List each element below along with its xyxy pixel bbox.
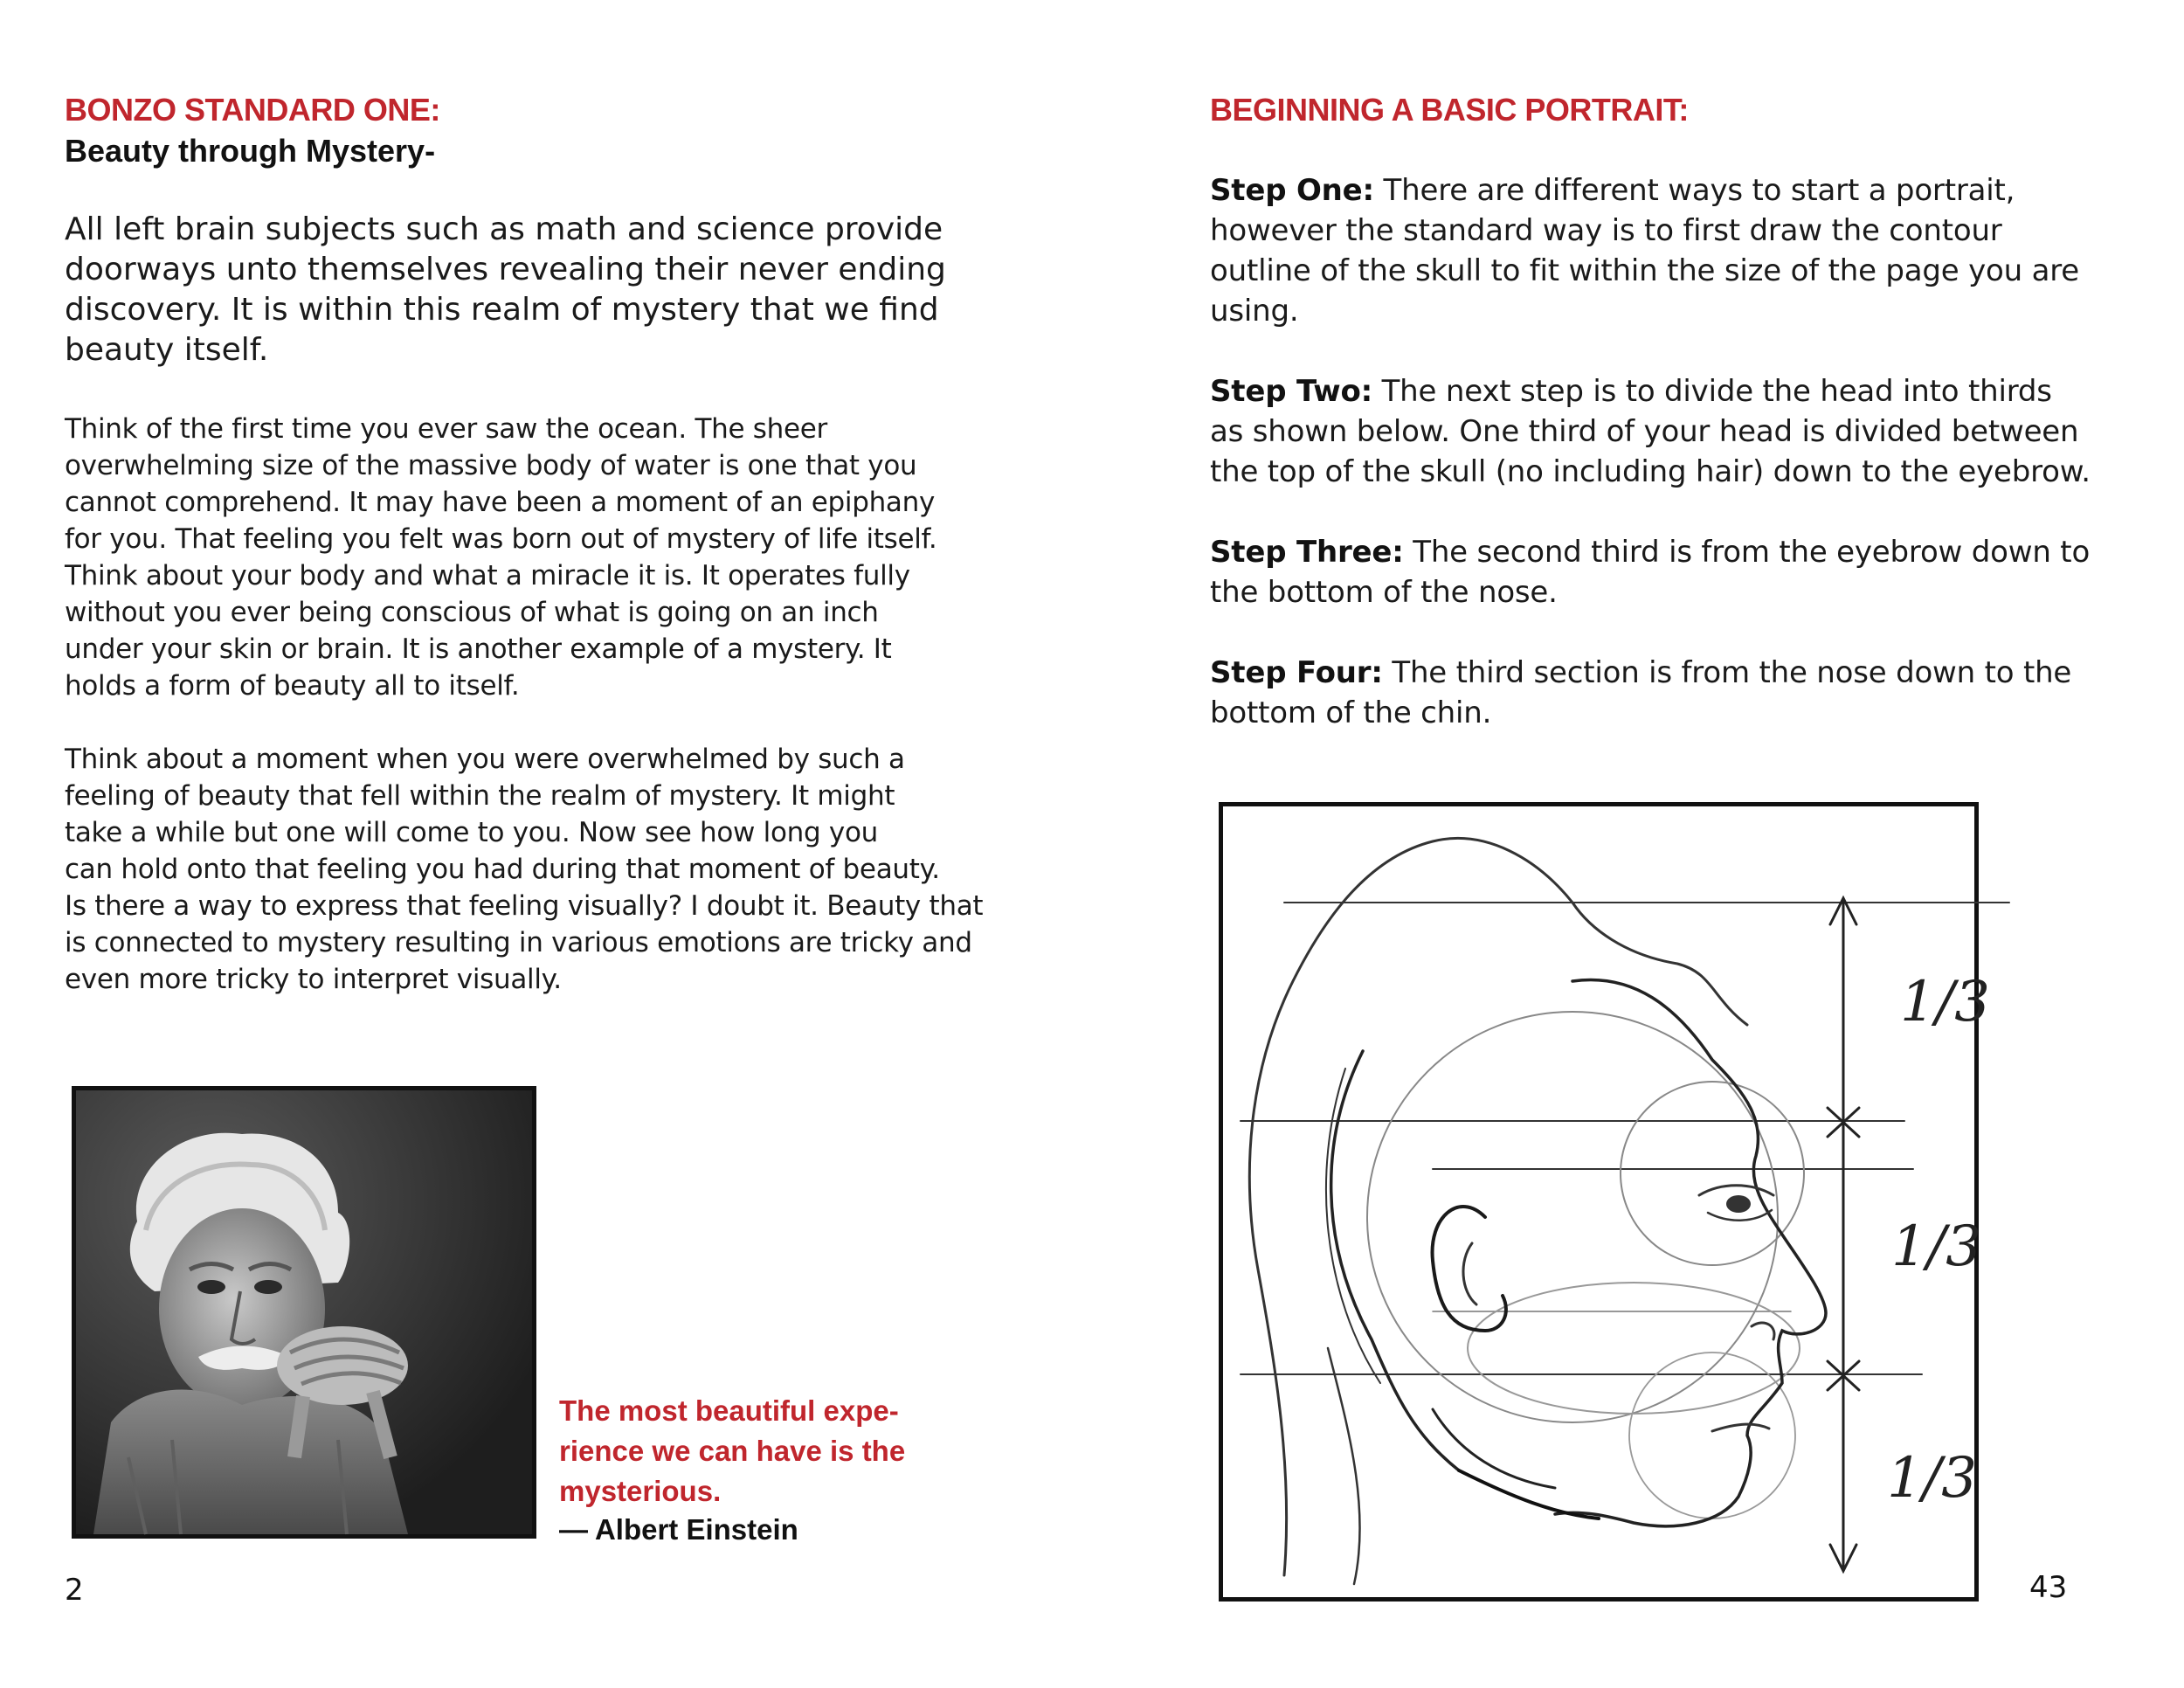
step-label: Step Four: — [1210, 655, 1383, 690]
text-line: the top of the skull (no including hair) down to the eyebrow. — [1210, 454, 2091, 489]
step-one — [1210, 170, 2079, 331]
text-line: bottom of the chin. — [1210, 695, 1492, 730]
text-line: holds a form of beauty all to itself. — [65, 670, 520, 702]
step-label: Step Three: — [1210, 535, 1404, 570]
paragraph-moment — [65, 741, 983, 998]
section-subtitle: Beauty through Mystery- — [65, 133, 436, 169]
text-line: as shown below. One third of your head is divided between — [1210, 414, 2079, 449]
text-line: The third section is from the nose down to the — [1382, 655, 2072, 690]
text-line: without you ever being conscious of what is going on an inch — [65, 597, 879, 628]
text-line: doorways unto themselves revealing their never ending — [65, 252, 946, 287]
text-line: overwhelming size of the massive body of water is one that you — [65, 450, 917, 481]
paragraph-ocean — [65, 411, 936, 704]
quote-line: The most beautiful expe- — [559, 1394, 899, 1427]
page-number-right: 43 — [2029, 1570, 2068, 1605]
text-line: for you. That feeling you felt was born out of mystery of life itself. — [65, 523, 937, 555]
einstein-photo — [72, 1086, 536, 1539]
section-title: BONZO STANDARD ONE: — [65, 92, 440, 128]
step-four — [1210, 653, 2071, 733]
text-line: outline of the skull to fit within the size of the page you are — [1210, 253, 2079, 288]
text-line: take a while but one will come to you. Now see how long you — [65, 817, 878, 848]
text-line: however the standard way is to first draw the contour — [1210, 213, 2002, 248]
lead-paragraph — [65, 210, 946, 370]
sketch-drawing — [1223, 806, 1990, 1597]
third-label-middle: 1/3 — [1891, 1214, 1981, 1279]
text-line: Is there a way to express that feeling visually? I doubt it. Beauty that — [65, 890, 984, 922]
text-line: The next step is to divide the head into thirds — [1372, 374, 2052, 409]
quote-author: — Albert Einstein — [559, 1513, 798, 1546]
text-line: Think about a moment when you were overwhelmed by such a — [65, 744, 905, 775]
step-label: Step Two: — [1210, 374, 1372, 409]
text-line: feeling of beauty that fell within the realm of mystery. It might — [65, 780, 895, 812]
text-line: All left brain subjects such as math and science provide — [65, 211, 943, 247]
step-label: Step One: — [1210, 173, 1374, 208]
quote-line: mysterious. — [559, 1475, 722, 1507]
portrait-illustration — [76, 1090, 532, 1534]
head-proportion-sketch — [1219, 802, 1990, 1602]
text-line: There are different ways to start a portrait, — [1373, 173, 2015, 208]
text-line: under your skin or brain. It is another example of a mystery. It — [65, 633, 892, 665]
text-line: using. — [1210, 294, 1299, 329]
text-line: cannot comprehend. It may have been a moment of an epiphany — [65, 487, 936, 518]
text-line: Think of the first time you ever saw the ocean. The sheer — [65, 413, 827, 445]
step-two — [1210, 371, 2091, 492]
text-line: beauty itself. — [65, 332, 269, 368]
quote-line: rience we can have is the — [559, 1435, 906, 1467]
page-number-left: 2 — [65, 1573, 84, 1608]
einstein-quote — [559, 1391, 935, 1512]
third-label-bottom: 1/3 — [1887, 1446, 1977, 1511]
right-page — [1092, 0, 2184, 1688]
text-line: discovery. It is within this realm of mystery that we find — [65, 292, 939, 328]
text-line: the bottom of the nose. — [1210, 575, 1558, 610]
text-line: Think about your body and what a miracle it is. It operates fully — [65, 560, 910, 591]
text-line: can hold onto that feeling you had during that moment of beauty. — [65, 854, 940, 885]
text-line: The second third is from the eyebrow down to — [1403, 535, 2091, 570]
text-line: is connected to mystery resulting in various emotions are tricky and — [65, 927, 972, 958]
text-line: even more tricky to interpret visually. — [65, 964, 562, 995]
section-title-portrait: BEGINNING A BASIC PORTRAIT: — [1210, 92, 1689, 128]
third-label-top: 1/3 — [1900, 970, 1990, 1034]
step-three — [1210, 532, 2090, 612]
